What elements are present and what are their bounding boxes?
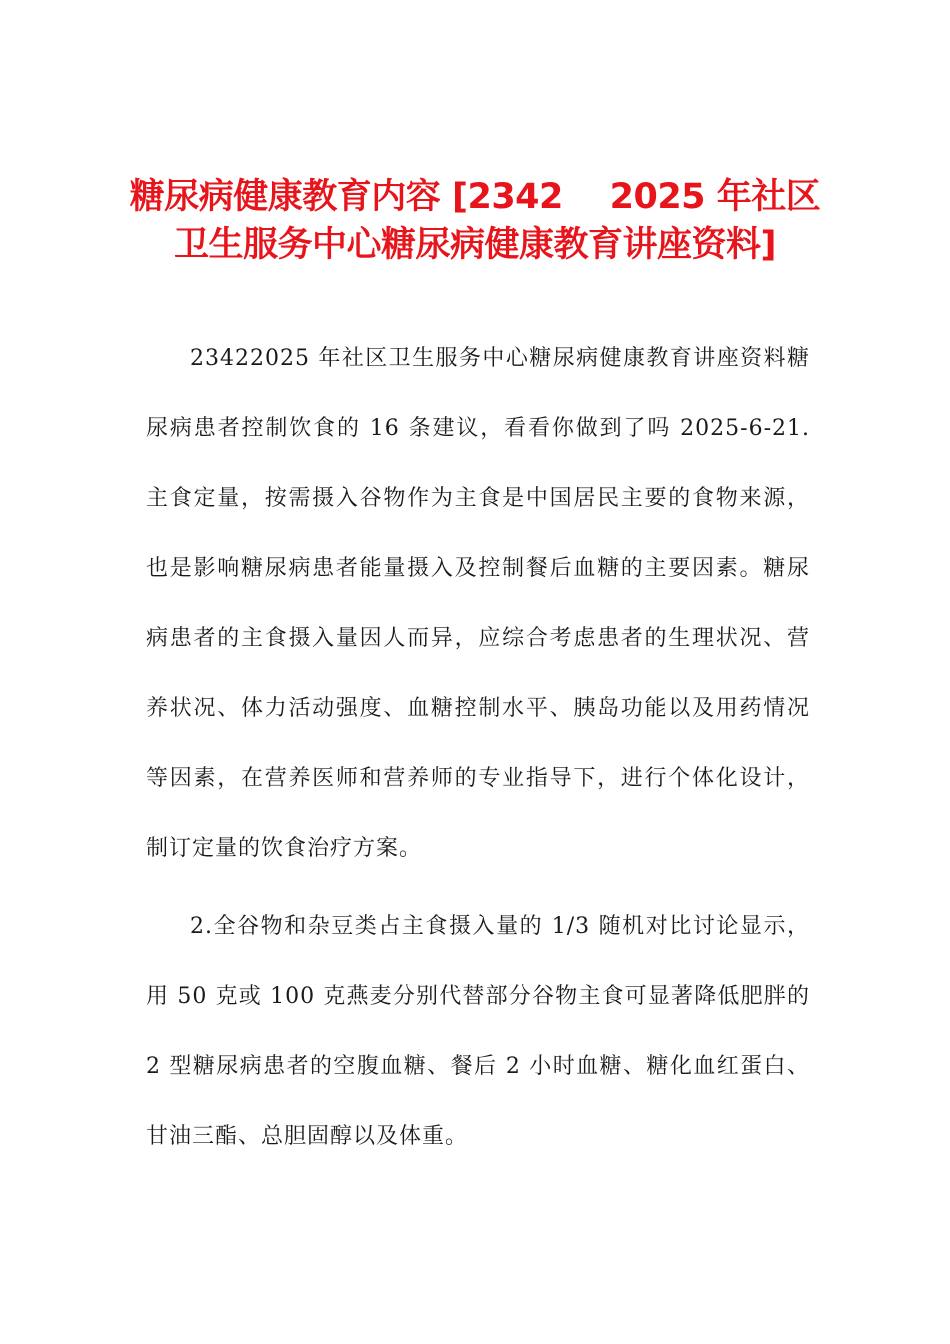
paragraph-1: 23422025 年社区卫生服务中心糖尿病健康教育讲座资料糖尿病患者控制饮食的 16 条建议，看看你做到了吗 2025-6-21.主食定量，按需摄入谷物作为主食是中国居民主要的食物来源，也是影响糖尿病患者能量摄入及控制餐后血糖的主要因素。糖尿病患者的主食摄入量因人而异，应综合考虑患者的生理状况、营养状况、体力活动强度、血糖控制水平、胰岛功能以及用药情况等因素，在营养医师和营养师的专业指导下，进行个体化设计，制订定量的饮食治疗方案。 bbox=[146, 346, 810, 861]
document-title bbox=[120, 173, 830, 269]
paragraph-2: 2.全谷物和杂豆类占主食摄入量的 1/3 随机对比讨论显示，用 50 克或 100 克燕麦分别代替部分谷物主食可显著降低肥胖的 2 型糖尿病患者的空腹血糖、餐后 2 小时血糖、糖化血红蛋白、甘油三酯、总胆固醇以及体重。 bbox=[146, 914, 810, 1149]
document-body bbox=[146, 324, 810, 1172]
title-line-2: 卫生服务中心糖尿病健康教育讲座资料] bbox=[174, 225, 776, 266]
title-line-1: 糖尿病健康教育内容 [2342 2025 年社区 bbox=[129, 177, 821, 218]
